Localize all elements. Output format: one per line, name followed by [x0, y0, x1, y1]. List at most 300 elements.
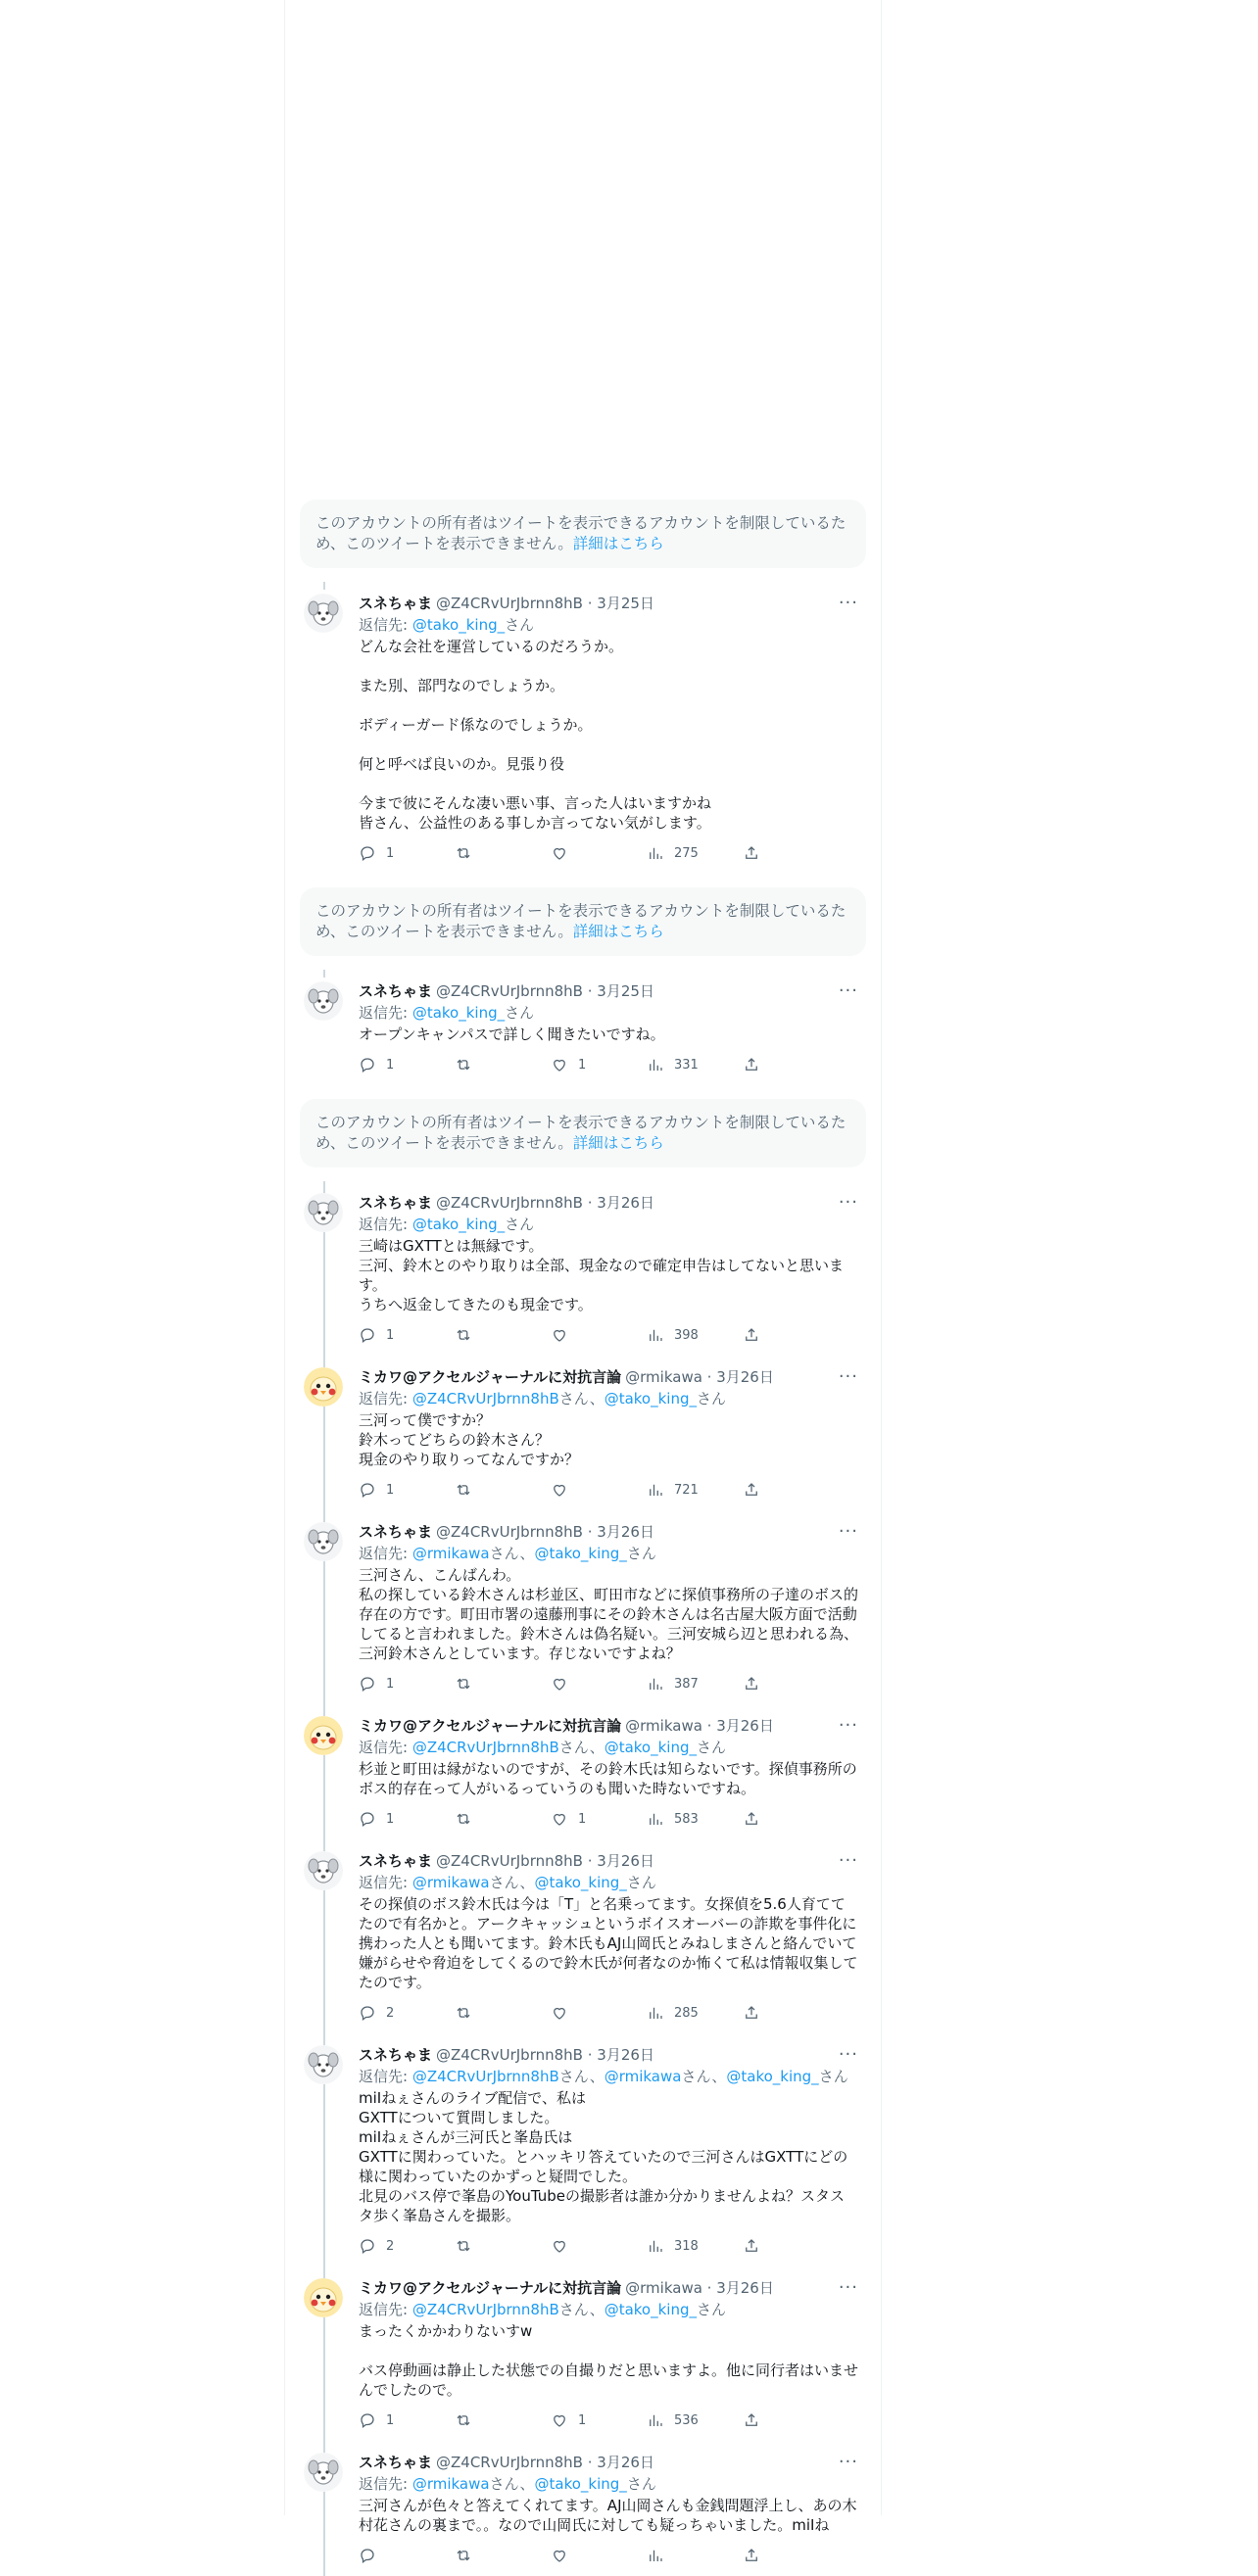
reply-to-suffix: さん — [626, 1545, 656, 1562]
tweet-text: 三崎はGXTTとは無縁です。 三河、鈴木とのやり取りは全部、現金なので確定申告はしてないと思います。 うちへ返金してきたのも現金です。 — [359, 1237, 845, 1313]
tweet-meta — [625, 1367, 774, 1387]
author-handle: @rmikawa — [625, 2279, 702, 2297]
avatar[interactable] — [304, 1851, 343, 1890]
reply-button[interactable] — [359, 2237, 455, 2255]
restricted-tweet-notice — [300, 1099, 866, 1168]
tweet-header — [359, 981, 858, 1001]
tweet-date[interactable]: 3月25日 — [597, 982, 654, 1000]
author-name[interactable]: スネちゃま — [359, 1194, 433, 1212]
more-options-icon[interactable]: ··· — [838, 593, 858, 613]
avatar[interactable] — [304, 1193, 343, 1232]
tweet-body — [359, 1522, 858, 1694]
heart-icon — [551, 1481, 568, 1499]
author-handle: @Z4CRvUrJbrnn8hB — [436, 982, 583, 1000]
share-icon — [743, 1810, 760, 1828]
retweet-icon — [455, 2547, 472, 2564]
tweet-body — [359, 981, 858, 1075]
tweet-date[interactable]: 3月26日 — [716, 1717, 774, 1735]
retweet-icon — [455, 844, 472, 862]
tweet[interactable] — [300, 1704, 866, 1839]
tweet-header — [359, 1716, 858, 1736]
tweet-meta — [436, 981, 654, 1001]
reply-to-handle[interactable]: @tako_king_ — [604, 1390, 697, 1407]
reply-to-handle[interactable]: @rmikawa — [604, 2068, 682, 2085]
meta-separator: · — [582, 595, 598, 612]
share-button[interactable] — [743, 2004, 782, 2022]
author-handle: @Z4CRvUrJbrnn8hB — [436, 1194, 583, 1212]
like-button[interactable] — [551, 2004, 647, 2022]
tweet[interactable] — [300, 1839, 866, 2033]
reply-button[interactable] — [359, 1056, 455, 1073]
heart-icon — [551, 2237, 568, 2255]
thread-connector-line — [323, 970, 325, 978]
tweet-body — [359, 1193, 858, 1346]
reply-to-prefix: 返信先: — [359, 1874, 412, 1891]
tweet-date[interactable]: 3月25日 — [597, 595, 654, 612]
views-button[interactable] — [647, 1810, 743, 1828]
reply-button[interactable] — [359, 2004, 455, 2022]
retweet-button[interactable] — [455, 1481, 551, 1499]
author-name[interactable]: スネちゃま — [359, 2454, 433, 2471]
heart-icon — [551, 2547, 568, 2564]
tweet[interactable] — [300, 970, 866, 1085]
views-count: 721 — [674, 1482, 699, 1498]
reply-to-handle[interactable]: @tako_king_ — [604, 2301, 697, 2318]
share-icon — [743, 2411, 760, 2429]
reply-to-suffix: さん — [505, 1004, 535, 1022]
tweet-text: その探偵のボス鈴木氏は今は「T」と名乗ってます。女探偵を5.6人育ててたので有名かと。アークキャッシュというボイスオーバーの詐欺を事件化に携わった人とも聞いてます。鈴木氏もAJ山岡氏とみねしまさんと絡んでいて嫌がらせや脅迫をしてくるので鈴木氏が何者なのか怖くて私は情報収集してたのです。 — [359, 1895, 858, 1991]
reply-to-separator: 、 — [589, 2301, 605, 2318]
views-count: 285 — [674, 2005, 699, 2021]
views-count: 536 — [674, 2412, 699, 2428]
reply-to-prefix: 返信先: — [359, 616, 412, 634]
retweet-button[interactable] — [455, 1810, 551, 1828]
tweet-meta — [436, 2453, 654, 2472]
tweet-text: オープンキャンパスで詳しく聞きたいですね。 — [359, 1026, 665, 1043]
reply-to-line — [359, 1738, 858, 1757]
author-handle: @Z4CRvUrJbrnn8hB — [436, 1523, 583, 1541]
restricted-notice-text: このアカウントの所有者はツイートを表示できるアカウントを制限しているため、このツイートを表示できません。 — [315, 514, 847, 552]
views-button[interactable] — [647, 2004, 743, 2022]
reply-to-handle[interactable]: @tako_king_ — [726, 2068, 819, 2085]
bar-chart-icon — [647, 844, 664, 862]
reply-to-handle[interactable]: @tako_king_ — [604, 1739, 697, 1756]
views-count: 318 — [674, 2238, 699, 2254]
bar-chart-icon — [647, 1481, 664, 1499]
reply-to-line — [359, 1215, 858, 1234]
reply-to-suffix: さん — [697, 2301, 727, 2318]
tweet-actions — [359, 1479, 858, 1501]
tweet-actions — [359, 2409, 858, 2431]
learn-more-link[interactable]: 詳細はこちら — [572, 535, 664, 552]
reply-count: 1 — [386, 1327, 395, 1343]
bar-chart-icon — [647, 2004, 664, 2022]
share-icon — [743, 1056, 760, 1073]
reply-count: 1 — [386, 845, 395, 861]
reply-to-handle[interactable]: @tako_king_ — [411, 616, 506, 634]
reply-count: 1 — [386, 1676, 395, 1692]
meta-separator: · — [702, 2279, 717, 2297]
tweet-date[interactable]: 3月26日 — [597, 2454, 654, 2471]
reply-to-suffix: さん — [626, 2475, 656, 2493]
reply-to-separator: 、 — [589, 1739, 605, 1756]
meta-separator: · — [582, 1523, 598, 1541]
tweet-actions — [359, 842, 858, 864]
retweet-button[interactable] — [455, 1056, 551, 1073]
tweet-meta — [625, 1716, 774, 1736]
bar-chart-icon — [647, 1326, 664, 1344]
bar-chart-icon — [647, 1810, 664, 1828]
tweet-meta — [436, 1193, 654, 1213]
views-count: 398 — [674, 1327, 699, 1343]
reply-button[interactable] — [359, 2547, 455, 2564]
reply-to-suffix: さん — [681, 2068, 712, 2085]
like-button[interactable] — [551, 1056, 647, 1073]
reply-to-separator: 、 — [711, 2068, 727, 2085]
restricted-tweet-notice — [300, 500, 866, 568]
reply-to-suffix: さん — [697, 1390, 727, 1407]
reply-to-handle[interactable]: @Z4CRvUrJbrnn8hB — [411, 2068, 559, 2085]
meta-separator: · — [582, 982, 598, 1000]
retweet-icon — [455, 2004, 472, 2022]
tweet-text: どんな会社を運営しているのだろうか。 また別、部門なのでしょうか。 ボディーガード係なのでしょうか。 何と呼べば良いのか。見張り役 今まで彼にそんな凄い悪い事、言った人はいますかね 皆さん、公益性のある事しか言ってない気がします。 — [359, 638, 712, 832]
reply-to-prefix: 返信先: — [359, 1739, 412, 1756]
reply-to-prefix: 返信先: — [359, 1216, 412, 1233]
reply-to-prefix: 返信先: — [359, 2068, 412, 2085]
reply-to-handle[interactable]: @Z4CRvUrJbrnn8hB — [411, 1390, 559, 1407]
heart-icon — [551, 2411, 568, 2429]
reply-to-prefix: 返信先: — [359, 1390, 412, 1407]
share-icon — [743, 1675, 760, 1693]
avatar[interactable] — [304, 1716, 343, 1755]
author-name[interactable]: ミカワ@アクセルジャーナルに対抗言論 — [359, 1368, 622, 1386]
tweet-date[interactable]: 3月26日 — [597, 2046, 654, 2064]
tweet-actions — [359, 2545, 858, 2566]
share-icon — [743, 2004, 760, 2022]
meta-separator: · — [702, 1368, 717, 1386]
learn-more-link[interactable]: 詳細はこちら — [572, 1134, 664, 1152]
tweet-actions — [359, 2235, 858, 2257]
tweet-date[interactable]: 3月26日 — [597, 1523, 654, 1541]
reply-to-suffix: さん — [558, 1390, 590, 1407]
views-button[interactable] — [647, 1056, 743, 1073]
like-button[interactable] — [551, 1481, 647, 1499]
author-handle: @Z4CRvUrJbrnn8hB — [436, 2046, 583, 2064]
views-count: 583 — [674, 1811, 699, 1827]
reply-icon — [359, 1810, 376, 1828]
reply-to-separator: 、 — [519, 2475, 535, 2493]
avatar[interactable] — [304, 2045, 343, 2084]
more-options-icon[interactable]: ··· — [838, 1192, 858, 1213]
views-button[interactable] — [647, 2547, 743, 2564]
reply-to-line — [359, 2067, 858, 2086]
views-button[interactable] — [647, 1675, 743, 1693]
tweet-header — [359, 1851, 858, 1871]
like-button[interactable] — [551, 2411, 647, 2429]
reply-button[interactable] — [359, 1675, 455, 1693]
reply-button[interactable] — [359, 844, 455, 862]
more-options-icon[interactable]: ··· — [838, 2452, 858, 2472]
tweet-actions — [359, 2002, 858, 2024]
reply-to-line — [359, 2300, 858, 2319]
reply-button[interactable] — [359, 1326, 455, 1344]
views-button[interactable] — [647, 844, 743, 862]
learn-more-link[interactable]: 詳細はこちら — [572, 923, 664, 940]
tweet-body — [359, 2278, 858, 2431]
author-name[interactable]: スネちゃま — [359, 595, 433, 612]
tweet-text: 三河って僕ですか？ 鈴木ってどちらの鈴木さん？ 現金のやり取りってなんですか？ — [359, 1411, 580, 1468]
views-button[interactable] — [647, 2411, 743, 2429]
tweet-actions — [359, 1054, 858, 1075]
author-handle: @rmikawa — [625, 1717, 702, 1735]
tweet-text: 三河さんが色々と答えてくれてます。AJ山岡さんも金銭問題浮上し、あの木村花さんの裏まで。。なので山岡氏に対しても疑っちゃいました。miIね — [359, 2497, 857, 2534]
bar-chart-icon — [647, 2237, 664, 2255]
thread-connector-line — [323, 582, 325, 590]
reply-icon — [359, 2411, 376, 2429]
reply-count: 2 — [386, 2238, 395, 2254]
author-handle: @Z4CRvUrJbrnn8hB — [436, 595, 583, 612]
retweet-button[interactable] — [455, 2237, 551, 2255]
avatar[interactable] — [304, 1367, 343, 1407]
reply-to-separator: 、 — [589, 1390, 605, 1407]
conversation-thread — [300, 500, 866, 2576]
reply-to-suffix: さん — [626, 1874, 656, 1891]
reply-to-suffix: さん — [489, 2475, 520, 2493]
reply-to-handle[interactable]: @tako_king_ — [411, 1216, 506, 1233]
share-button[interactable] — [743, 1056, 782, 1073]
reply-to-suffix: さん — [558, 2068, 590, 2085]
retweet-icon — [455, 1326, 472, 1344]
more-options-icon[interactable]: ··· — [838, 1715, 858, 1736]
views-button[interactable] — [647, 1326, 743, 1344]
author-name[interactable]: スネちゃま — [359, 1852, 433, 1870]
reply-to-suffix: さん — [697, 1739, 727, 1756]
reply-to-handle[interactable]: @Z4CRvUrJbrnn8hB — [411, 2301, 559, 2318]
meta-separator: · — [582, 1194, 598, 1212]
tweet-header — [359, 594, 858, 613]
like-count: 1 — [578, 1811, 587, 1827]
reply-to-suffix: さん — [818, 2068, 848, 2085]
like-button[interactable] — [551, 1810, 647, 1828]
reply-icon — [359, 2004, 376, 2022]
retweet-button[interactable] — [455, 1326, 551, 1344]
reply-to-suffix: さん — [558, 1739, 590, 1756]
reply-to-line — [359, 1873, 858, 1892]
share-button[interactable] — [743, 844, 782, 862]
heart-icon — [551, 1810, 568, 1828]
retweet-button[interactable] — [455, 2004, 551, 2022]
tweet-header — [359, 2045, 858, 2065]
tweet[interactable] — [300, 1181, 866, 1356]
author-name[interactable]: スネちゃま — [359, 1523, 433, 1541]
tweet-date[interactable]: 3月26日 — [597, 1194, 654, 1212]
tweet-body — [359, 2453, 858, 2566]
tweet-header — [359, 1193, 858, 1213]
tweet-meta — [436, 594, 654, 613]
share-button[interactable] — [743, 1810, 782, 1828]
reply-to-line — [359, 615, 858, 635]
retweet-icon — [455, 2237, 472, 2255]
like-button[interactable] — [551, 844, 647, 862]
retweet-icon — [455, 1675, 472, 1693]
author-name[interactable]: ミカワ@アクセルジャーナルに対抗言論 — [359, 1717, 622, 1735]
reply-button[interactable] — [359, 1810, 455, 1828]
reply-to-suffix: さん — [489, 1874, 520, 1891]
views-button[interactable] — [647, 2237, 743, 2255]
reply-to-handle[interactable]: @Z4CRvUrJbrnn8hB — [411, 1739, 559, 1756]
like-button[interactable] — [551, 1675, 647, 1693]
retweet-button[interactable] — [455, 1675, 551, 1693]
tweet-meta — [436, 2045, 654, 2065]
reply-to-suffix: さん — [505, 616, 535, 634]
tweet[interactable] — [300, 2441, 866, 2576]
tweet-body — [359, 2045, 858, 2257]
reply-to-separator: 、 — [589, 2068, 605, 2085]
reply-to-handle[interactable]: @tako_king_ — [534, 1874, 627, 1891]
reply-count: 1 — [386, 1057, 395, 1073]
meta-separator: · — [582, 1852, 598, 1870]
avatar[interactable] — [304, 1522, 343, 1561]
tweet[interactable] — [300, 2266, 866, 2441]
views-count: 275 — [674, 845, 699, 861]
reply-icon — [359, 844, 376, 862]
more-options-icon[interactable]: ··· — [838, 2277, 858, 2298]
views-count: 387 — [674, 1676, 699, 1692]
heart-icon — [551, 1675, 568, 1693]
reply-to-line — [359, 1389, 858, 1408]
share-button[interactable] — [743, 2547, 782, 2564]
views-button[interactable] — [647, 1481, 743, 1499]
reply-to-suffix: さん — [489, 1545, 520, 1562]
avatar[interactable] — [304, 2278, 343, 2317]
more-options-icon[interactable]: ··· — [838, 1366, 858, 1387]
tweet-body — [359, 1716, 858, 1830]
author-name[interactable]: スネちゃま — [359, 982, 433, 1000]
reply-to-line — [359, 1544, 858, 1563]
tweet[interactable] — [300, 582, 866, 874]
tweet-header — [359, 2453, 858, 2472]
more-options-icon[interactable]: ··· — [838, 980, 858, 1001]
share-icon — [743, 2237, 760, 2255]
bar-chart-icon — [647, 2411, 664, 2429]
like-button[interactable] — [551, 2237, 647, 2255]
like-count: 1 — [578, 1057, 587, 1073]
tweet-date[interactable]: 3月26日 — [716, 1368, 774, 1386]
reply-icon — [359, 1675, 376, 1693]
tweet[interactable] — [300, 1510, 866, 1704]
heart-icon — [551, 1326, 568, 1344]
tweet-text: まったくかかわりないすw バス停動画は静止した状態での自撮りだと思いますよ。他に同行者はいませんでしたので。 — [359, 2322, 859, 2399]
share-icon — [743, 1326, 760, 1344]
reply-to-handle[interactable]: @rmikawa — [411, 1874, 490, 1891]
avatar[interactable] — [304, 594, 343, 633]
tweet-date[interactable]: 3月26日 — [716, 2279, 774, 2297]
tweet[interactable] — [300, 2033, 866, 2266]
retweet-icon — [455, 1810, 472, 1828]
bar-chart-icon — [647, 1675, 664, 1693]
reply-icon — [359, 1481, 376, 1499]
tweet-header — [359, 2278, 858, 2298]
share-button[interactable] — [743, 1675, 782, 1693]
reply-button[interactable] — [359, 1481, 455, 1499]
retweet-button[interactable] — [455, 2547, 551, 2564]
bar-chart-icon — [647, 2547, 664, 2564]
tweet-text: miIねぇさんのライブ配信で、私は GXTTについて質問しました。 miIねぇさんが三河氏と峯島氏は GXTTに関わっていた。とハッキリ答えていたので三河さんはGXTTにどの様に関わっていたのかずっと疑問でした。 北見のバス停で峯島のYouTubeの撮影者は誰か分かりませんよね？スタスタ歩く峯島さんを撮影。 — [359, 2089, 848, 2224]
more-options-icon[interactable]: ··· — [838, 2044, 858, 2065]
author-handle: @rmikawa — [625, 1368, 702, 1386]
tweet[interactable] — [300, 1356, 866, 1510]
meta-separator: · — [702, 1717, 717, 1735]
reply-to-prefix: 返信先: — [359, 1545, 412, 1562]
reply-icon — [359, 2237, 376, 2255]
share-button[interactable] — [743, 1326, 782, 1344]
restricted-tweet-notice — [300, 887, 866, 956]
share-button[interactable] — [743, 2411, 782, 2429]
reply-icon — [359, 2547, 376, 2564]
like-button[interactable] — [551, 1326, 647, 1344]
tweet-body — [359, 594, 858, 864]
reply-to-line — [359, 2474, 858, 2494]
tweet-body — [359, 1851, 858, 2024]
author-name[interactable]: スネちゃま — [359, 2046, 433, 2064]
tweet-actions — [359, 1324, 858, 1346]
tweet-header — [359, 1367, 858, 1387]
tweet-actions — [359, 1673, 858, 1694]
reply-to-handle[interactable]: @tako_king_ — [411, 1004, 506, 1022]
reply-to-separator: 、 — [519, 1874, 535, 1891]
tweet-body — [359, 1367, 858, 1501]
author-handle: @Z4CRvUrJbrnn8hB — [436, 2454, 583, 2471]
retweet-icon — [455, 2411, 472, 2429]
reply-to-prefix: 返信先: — [359, 2301, 412, 2318]
reply-to-handle[interactable]: @rmikawa — [411, 1545, 490, 1562]
share-button[interactable] — [743, 1481, 782, 1499]
like-button[interactable] — [551, 2547, 647, 2564]
avatar[interactable] — [304, 981, 343, 1021]
retweet-icon — [455, 1056, 472, 1073]
tweet-date[interactable]: 3月26日 — [597, 1852, 654, 1870]
reply-count: 1 — [386, 1811, 395, 1827]
reply-to-suffix: さん — [558, 2301, 590, 2318]
reply-to-separator: 、 — [519, 1545, 535, 1562]
reply-to-handle[interactable]: @tako_king_ — [534, 1545, 627, 1562]
reply-to-suffix: さん — [505, 1216, 535, 1233]
meta-separator: · — [582, 2454, 598, 2471]
tweet-text: 三河さん、こんばんわ。 私の探している鈴木さんは杉並区、町田市などに探偵事務所の子達のボス的存在の方です。町田市署の遠藤刑事にその鈴木さんは名古屋大阪方面で活動してると言われました。鈴木さんは偽名疑い。三河安城ら辺と思われる為、三河鈴木さんとしています。存じないですよね？ — [359, 1566, 859, 1662]
like-count: 1 — [578, 2412, 587, 2428]
reply-to-prefix: 返信先: — [359, 2475, 412, 2493]
reply-icon — [359, 1326, 376, 1344]
retweet-button[interactable] — [455, 844, 551, 862]
avatar[interactable] — [304, 2453, 343, 2492]
tweet-header — [359, 1522, 858, 1542]
retweet-button[interactable] — [455, 2411, 551, 2429]
restricted-notice-text: このアカウントの所有者はツイートを表示できるアカウントを制限しているため、このツイートを表示できません。 — [315, 1114, 847, 1152]
share-button[interactable] — [743, 2237, 782, 2255]
author-name[interactable]: ミカワ@アクセルジャーナルに対抗言論 — [359, 2279, 622, 2297]
reply-to-handle[interactable]: @rmikawa — [411, 2475, 490, 2493]
more-options-icon[interactable]: ··· — [838, 1850, 858, 1871]
reply-count: 2 — [386, 2005, 395, 2021]
author-handle: @Z4CRvUrJbrnn8hB — [436, 1852, 583, 1870]
reply-to-handle[interactable]: @tako_king_ — [534, 2475, 627, 2493]
reply-button[interactable] — [359, 2411, 455, 2429]
more-options-icon[interactable]: ··· — [838, 1521, 858, 1542]
tweet-meta — [436, 1851, 654, 1871]
reply-to-prefix: 返信先: — [359, 1004, 412, 1022]
tweet-meta — [625, 2278, 774, 2298]
restricted-notice-text: このアカウントの所有者はツイートを表示できるアカウントを制限しているため、このツイートを表示できません。 — [315, 902, 847, 940]
